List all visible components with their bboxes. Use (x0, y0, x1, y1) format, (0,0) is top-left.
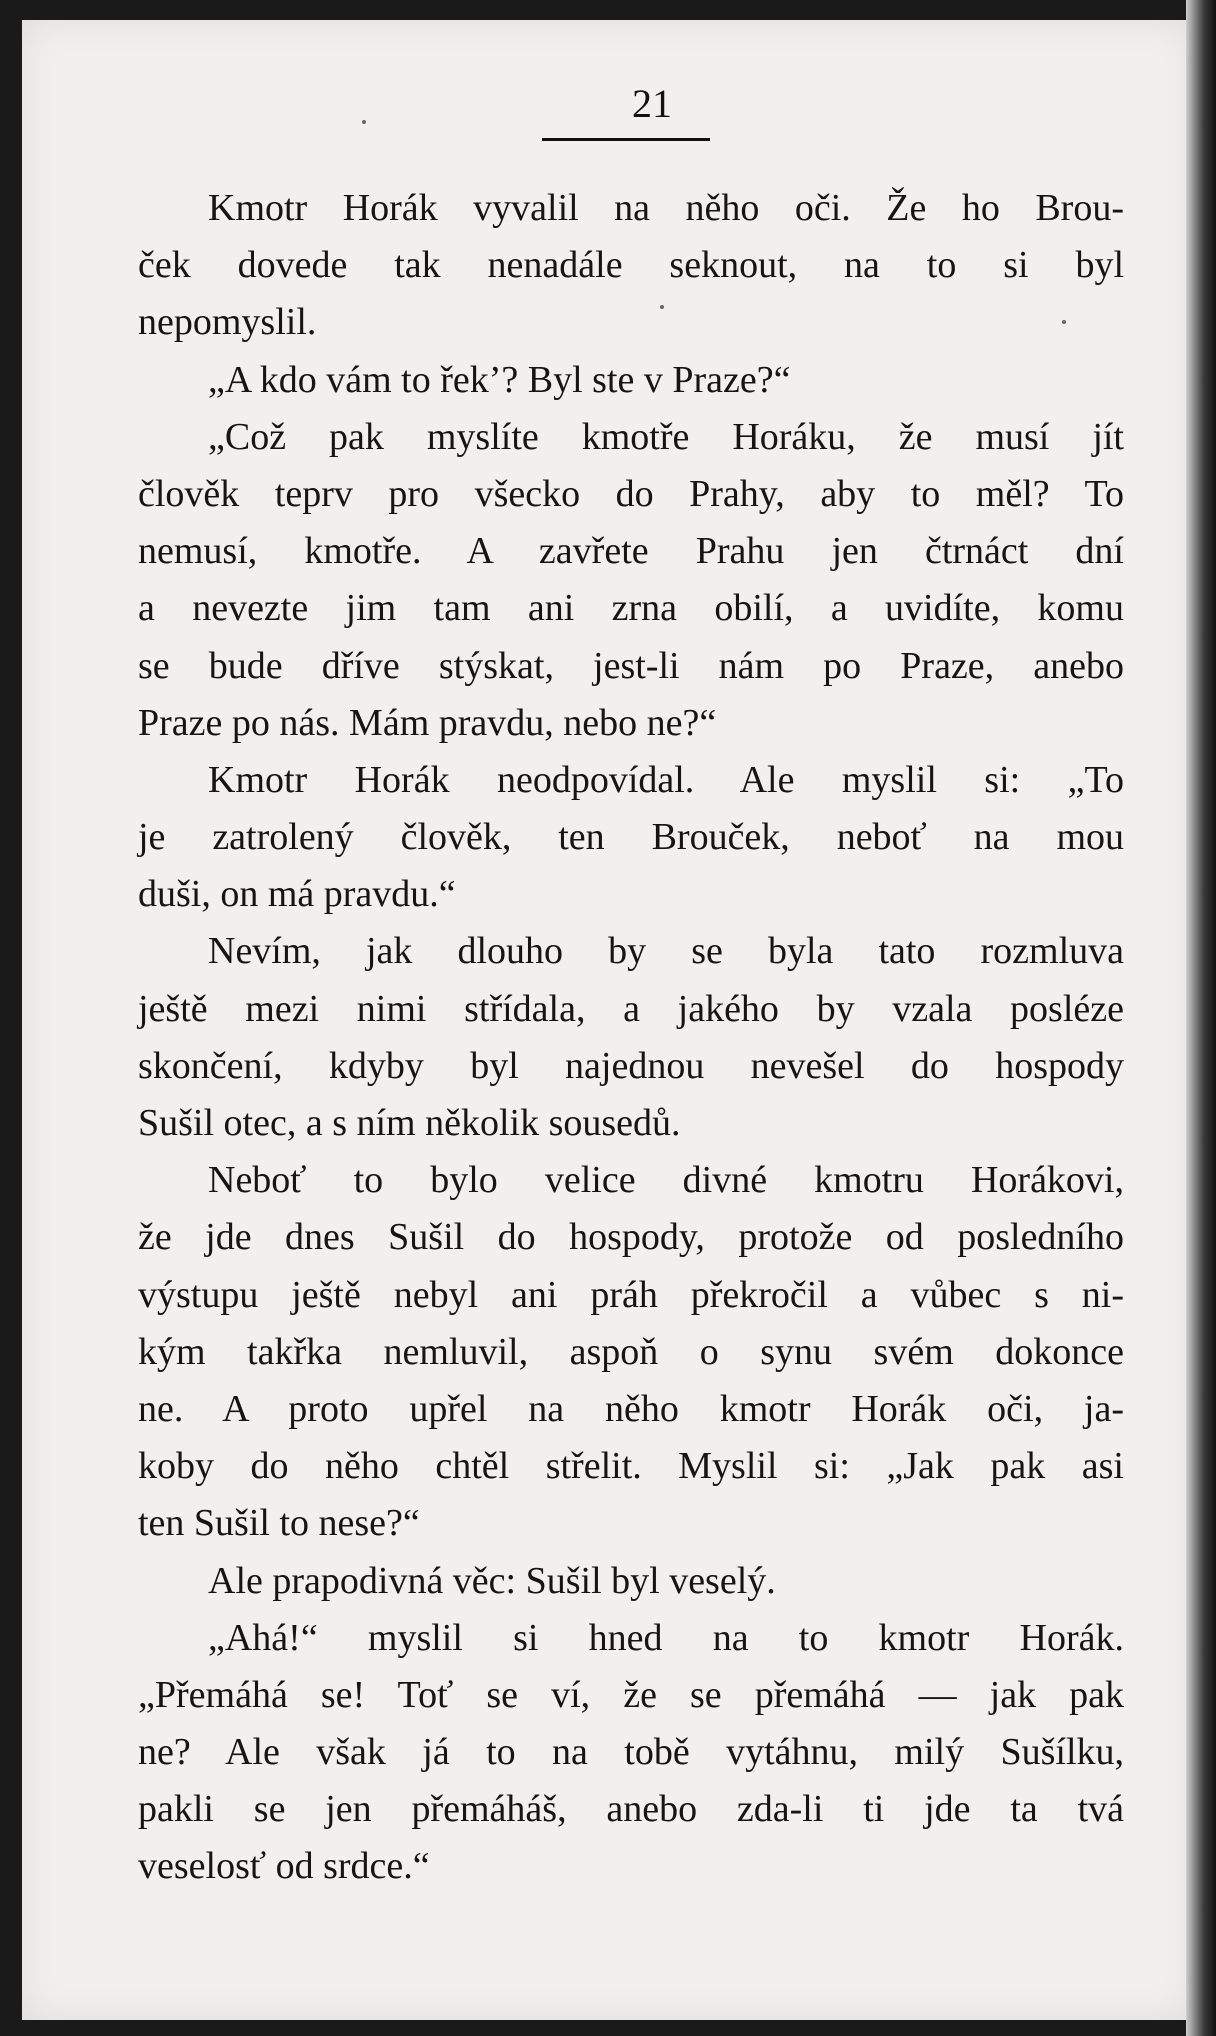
paper-speck (362, 120, 366, 124)
header-rule (542, 138, 710, 141)
text-line: veselosť od srdce.“ (138, 1845, 430, 1888)
text-line: Praze po nás. Mám pravdu, nebo ne?“ (138, 701, 717, 744)
text-line: ne? Ale však já to na tobě vytáhnu, milý Sušílku, (138, 1731, 1124, 1774)
text-line: Neboť to bylo velice divné kmotru Horákovi, (208, 1159, 1124, 1202)
text-line: „Přemáhá se! Toť se ví, že se přemáhá — jak pak (138, 1673, 1124, 1716)
text-line: člověk teprv pro všecko do Prahy, aby to měl? To (138, 472, 1124, 515)
text-line: koby do něho chtěl střelit. Myslil si: „Jak pak asi (138, 1445, 1124, 1488)
book-page (22, 20, 1192, 2020)
text-line: Nevím, jak dlouho by se byla tato rozmluva (208, 930, 1124, 973)
text-line: „Což pak myslíte kmotře Horáku, že musí jít (208, 415, 1124, 458)
scan-edge (1186, 0, 1216, 2036)
page-number: 21 (632, 81, 672, 126)
text-line: „Ahá!“ myslil si hned na to kmotr Horák. (208, 1616, 1124, 1659)
text-line: a nevezte jim tam ani zrna obilí, a uvidíte, komu (138, 587, 1124, 630)
text-line: pakli se jen přemáháš, anebo zda-li ti jde ta tvá (138, 1788, 1124, 1831)
text-line: ček dovede tak nenadále seknout, na to si byl (138, 244, 1124, 287)
text-line: ten Sušil to nese?“ (138, 1502, 420, 1545)
page-header (22, 62, 1192, 152)
text-line: „A kdo vám to řek’? Byl ste v Praze?“ (208, 358, 791, 401)
text-line: nemusí, kmotře. A zavřete Prahu jen čtrnáct dní (138, 530, 1124, 573)
body-text (138, 180, 1124, 1896)
text-line: ještě mezi nimi střídala, a jakého by vzala posléze (138, 987, 1124, 1030)
text-line: nepomyslil. (138, 301, 317, 344)
text-line: kým takřka nemluvil, aspoň o synu svém dokonce (138, 1330, 1124, 1373)
text-line: že jde dnes Sušil do hospody, protože od posledního (138, 1216, 1124, 1259)
text-line: Ale prapodivná věc: Sušil byl veselý. (208, 1559, 776, 1602)
text-line: výstupu ještě nebyl ani práh překročil a vůbec s ni- (138, 1273, 1124, 1316)
text-line: Kmotr Horák neodpovídal. Ale myslil si: „To (208, 758, 1124, 801)
paper-speck (1062, 320, 1066, 324)
text-line: je zatrolený člověk, ten Brouček, neboť na mou (138, 816, 1124, 859)
text-line: se bude dříve stýskat, jest-li nám po Praze, anebo (138, 644, 1124, 687)
text-line: skončení, kdyby byl najednou nevešel do hospody (138, 1044, 1124, 1087)
text-line: duši, on má pravdu.“ (138, 873, 456, 916)
text-line: ne. A proto upřel na něho kmotr Horák oči, ja- (138, 1387, 1124, 1430)
paper-speck (660, 305, 664, 309)
text-line: Sušil otec, a s ním několik sousedů. (138, 1102, 681, 1144)
text-line: Kmotr Horák vyvalil na něho oči. Že ho Brou- (208, 187, 1124, 229)
